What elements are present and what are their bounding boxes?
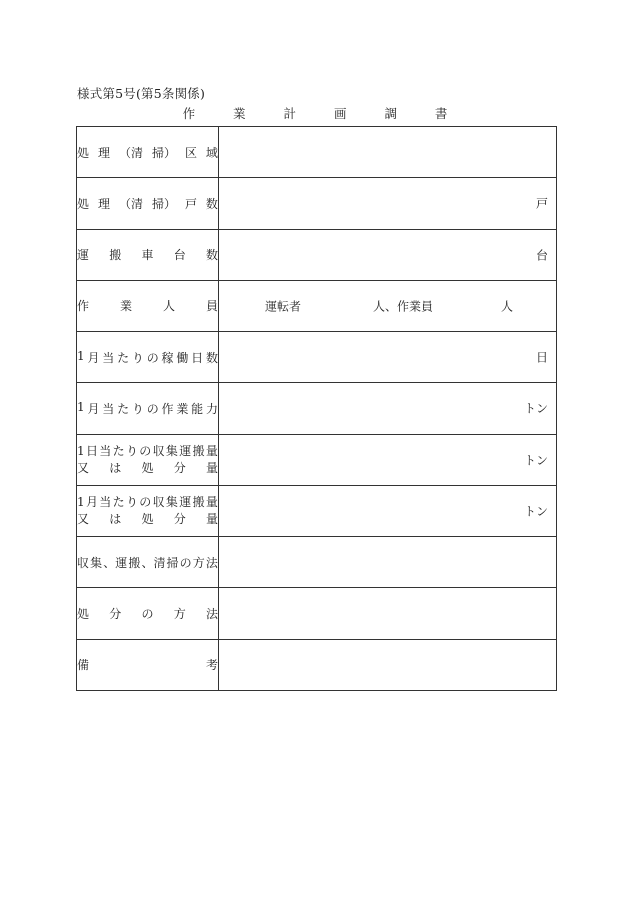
row-label [77,280,219,331]
label-text: 処 理 （清 掃） 区 域 [77,145,218,160]
work-plan-table [76,126,557,691]
label-text: 1 日 当 た り の 収 集 運 搬 量 [77,443,218,458]
workers-breakdown [265,297,513,314]
row-label [77,383,219,434]
worker-unit: 人 [501,299,514,314]
table-row-monthly-work-capacity [77,383,557,434]
row-label [77,229,219,280]
row-value-field[interactable] [219,127,557,178]
label-text: 又 は 処 分 量 [77,511,218,526]
label-text: 1 月 当 た り の 収 集 運 搬 量 [77,494,218,509]
label-text: 作 業 人 員 [77,299,218,314]
label-text: 1 月 当 た り の 稼 働 日 数 [77,348,218,365]
unit-label: トン [523,401,548,416]
row-label [77,127,219,178]
form-number: 様式第5号(第5条関係) [77,86,206,101]
row-label [77,332,219,383]
row-value-field[interactable] [219,485,557,536]
table-row-work-personnel [77,280,557,331]
row-value-field[interactable] [219,229,557,280]
row-value-field[interactable] [219,332,557,383]
row-label [77,178,219,229]
label-text: 処 理 （清 掃） 戸 数 [77,196,218,211]
unit-label: トン [523,453,548,468]
document-title: 作 業 計 画 調 書 [182,106,465,121]
label-text: 運 搬 車 台 数 [77,248,218,263]
row-value-field[interactable] [219,383,557,434]
label-text: 1 月 当 た り の 作 業 能 力 [77,399,218,416]
table-row-monthly-collection-amount [77,485,557,536]
row-value-field[interactable] [219,280,557,331]
row-label [77,588,219,639]
table-row-monthly-operating-days [77,332,557,383]
row-value-field[interactable] [219,639,557,690]
label-text: 処 分 の 方 法 [77,607,218,622]
table-row-disposal-method [77,588,557,639]
unit-label: トン [523,504,548,519]
unit-label: 台 [535,248,548,263]
table-row-remarks [77,639,557,690]
row-value-field[interactable] [219,588,557,639]
row-value-field[interactable] [219,434,557,485]
row-label [77,639,219,690]
unit-label: 戸 [535,196,548,211]
row-label [77,485,219,536]
label-text: 又 は 処 分 量 [77,460,218,475]
table-row-transport-vehicles [77,229,557,280]
table-row-collection-method [77,537,557,588]
table-row-treatment-households [77,178,557,229]
driver-unit: 人、作業員 [373,299,434,314]
row-value-field[interactable] [219,537,557,588]
driver-label: 運転者 [265,299,302,314]
unit-label: 日 [535,350,548,365]
label-text: 収 集 、運 搬 、清 掃 の 方 法 [77,555,218,570]
row-value-field[interactable] [219,178,557,229]
table-row-daily-collection-amount [77,434,557,485]
label-text: 備 考 [77,658,218,673]
table-row-treatment-area [77,127,557,178]
row-label [77,434,219,485]
row-label [77,537,219,588]
